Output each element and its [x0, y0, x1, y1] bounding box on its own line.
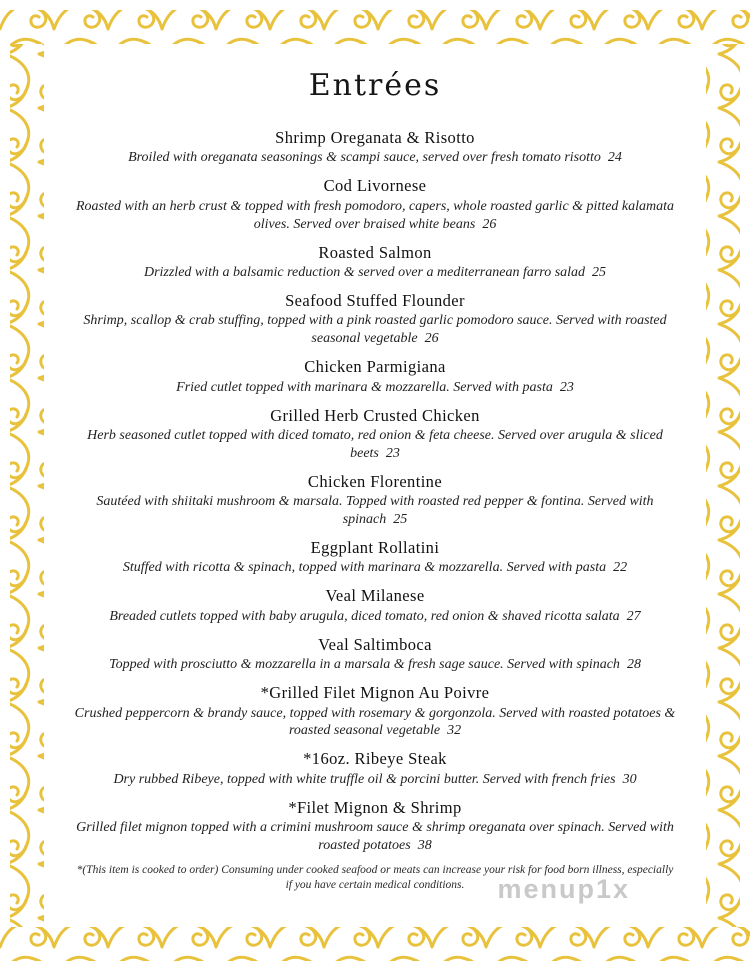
- description-text: Roasted with an herb crust & topped with fresh pomodoro, capers, whole roasted garlic & pitted kalamata olives. Served over braised white beans: [75, 198, 675, 232]
- description-text: Herb seasoned cutlet topped with diced tomato, red onion & feta cheese. Served over arugula & sliced beets: [87, 427, 663, 461]
- menu-item-price: 24: [607, 150, 622, 166]
- menu-item-name: Veal Saltimboca: [318, 634, 432, 654]
- menu-item-price: 25: [393, 512, 408, 528]
- description-text: Sautéed with shiitaki mushroom & marsala. Topped with roasted red pepper & fontina. Served with spinach: [96, 494, 654, 528]
- menu-item: [65, 682, 685, 740]
- menu-item-price: 22: [613, 560, 628, 576]
- description-text: Crushed peppercorn & brandy sauce, topped with rosemary & gorgonzola. Served with roasted potatoes & roasted seasonal vegetable: [74, 705, 676, 739]
- menu-item: [65, 634, 685, 674]
- description-text: Fried cutlet topped with marinara & mozzarella. Served with pasta: [176, 379, 553, 395]
- description-text: Topped with prosciutto & mozzarella in a marsala & fresh sage sauce. Served with spinach: [109, 657, 620, 673]
- menu-item-description: [65, 493, 685, 529]
- menu-item-name: Cod Livornese: [323, 176, 427, 196]
- menu-item-price: 30: [622, 771, 637, 787]
- menu-item-description: [65, 312, 685, 348]
- description-text: Shrimp, scallop & crab stuffing, topped with a pink roasted garlic pomodoro sauce. Served with roasted seasonal vegetable: [83, 313, 667, 347]
- description-text: Dry rubbed Ribeye, topped with white truffle oil & porcini butter. Served with french fries: [113, 771, 616, 787]
- menu-item-price: 23: [385, 445, 400, 461]
- menu-item-description: [65, 264, 685, 282]
- menu-item: [65, 748, 685, 788]
- description-text: Grilled filet mignon topped with a crimini mushroom sauce & shrimp oreganata over spinach. Served with roasted potatoes: [76, 820, 674, 853]
- menu-item: [65, 356, 685, 396]
- description-text: Stuffed with ricotta & spinach, topped with marinara & mozzarella. Served with pasta: [122, 560, 607, 576]
- menu-item-description: [65, 771, 685, 789]
- menu-item-name: Chicken Parmigiana: [304, 357, 446, 377]
- menu-item-name: Eggplant Rollatini: [310, 538, 440, 558]
- watermark: menup1x: [497, 874, 630, 904]
- menu-item-description: [65, 705, 685, 741]
- menu-item-name: *16oz. Ribeye Steak: [303, 749, 447, 769]
- menu-item-description: [65, 198, 685, 234]
- border-top: [0, 10, 750, 44]
- description-text: Breaded cutlets topped with baby arugula, diced tomato, red onion & shaved ricotta salata: [109, 608, 620, 624]
- page-title: Entrées: [308, 68, 442, 103]
- menu-item: [65, 797, 685, 855]
- menu-item-description: [65, 149, 685, 167]
- menu-item: [65, 585, 685, 625]
- menu-item-name: Chicken Florentine: [307, 471, 443, 491]
- menu-item-price: 28: [626, 657, 641, 673]
- border-left: [10, 44, 44, 927]
- menu-item: [65, 290, 685, 348]
- menu-item-price: 27: [626, 608, 641, 624]
- menu-item-name: *Grilled Filet Mignon Au Poivre: [260, 683, 490, 703]
- menu-item-description: [65, 427, 685, 463]
- menu-item: [65, 405, 685, 463]
- menu-item-price: 23: [559, 379, 574, 395]
- menu-item-name: Veal Milanese: [325, 586, 425, 606]
- menu-item-description: [65, 608, 685, 626]
- description-text: Drizzled with a balsamic reduction & served over a mediterranean farro salad: [143, 265, 586, 281]
- menu-item-price: 26: [482, 216, 497, 232]
- menu-item-description: [65, 819, 685, 855]
- menu-item-name: Grilled Herb Crusted Chicken: [270, 405, 480, 425]
- menu-content: [52, 52, 698, 919]
- border-right: [706, 44, 740, 927]
- menu-item-name: Seafood Stuffed Flounder: [285, 290, 465, 310]
- border-bottom: [0, 927, 750, 961]
- menu-item-price: 25: [592, 265, 607, 281]
- description-text: Broiled with oreganata seasonings & scampi sauce, served over fresh tomato risotto: [128, 150, 601, 166]
- menu-item-name: Shrimp Oreganata & Risotto: [275, 128, 475, 147]
- menu-item: [65, 471, 685, 529]
- menu-item: [65, 242, 685, 282]
- menu-item-price: 38: [417, 838, 432, 853]
- menu-item: [65, 537, 685, 577]
- menu-item-name: Roasted Salmon: [318, 242, 432, 262]
- menu-item-price: 32: [447, 723, 462, 739]
- menu-item: [65, 127, 685, 167]
- menu-item-description: [65, 656, 685, 674]
- menu-item-description: [65, 559, 685, 577]
- menu-item-name: *Filet Mignon & Shrimp: [288, 797, 462, 817]
- menu-item-price: 26: [424, 331, 439, 347]
- menu-item: [65, 175, 685, 233]
- menu-item-description: [65, 379, 685, 397]
- footnote: *(This item is cooked to order) Consuming under cooked seafood or meats can increase your risk for food born illness, especially if you have certain medical conditions.: [76, 863, 674, 892]
